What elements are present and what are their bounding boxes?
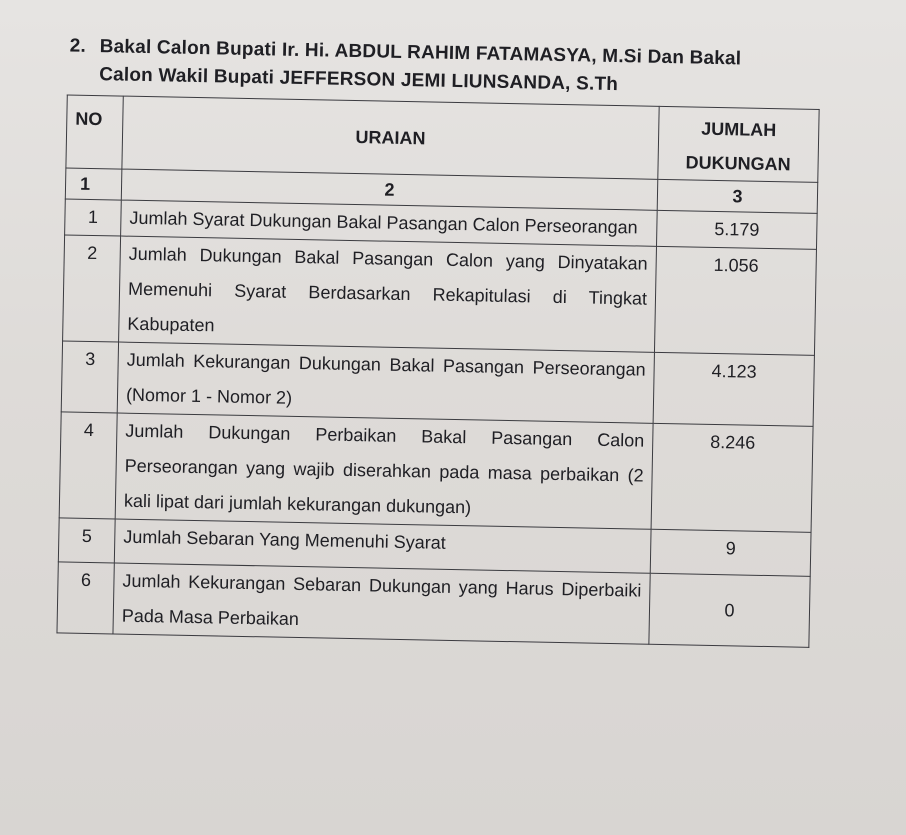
row-number: 3	[61, 341, 118, 413]
table-row	[63, 235, 817, 355]
row-jumlah: 5.179	[656, 210, 817, 249]
column-index-1: 1	[65, 168, 122, 200]
support-table	[56, 94, 819, 647]
row-jumlah: 8.246	[651, 423, 813, 532]
section-number: 2.	[69, 35, 87, 57]
header-no: NO	[66, 95, 123, 169]
table-row	[59, 412, 813, 532]
header-uraian: URAIAN	[122, 96, 659, 179]
column-index-3: 3	[657, 179, 818, 213]
row-uraian: Jumlah Kekurangan Dukungan Bakal Pasangan Perseorangan (Nomor 1 - Nomor 2)	[117, 342, 654, 423]
row-number: 5	[58, 518, 115, 563]
table-row	[61, 341, 814, 426]
row-number: 6	[57, 562, 114, 634]
table-row	[57, 562, 810, 647]
row-jumlah: 4.123	[653, 352, 814, 426]
row-uraian: Jumlah Sebaran Yang Memenuhi Syarat	[114, 519, 651, 573]
row-uraian: Jumlah Dukungan Perbaikan Bakal Pasangan Calon Perseorangan yang wajib diserahkan pada masa perbaikan (2 kali lipat dari jumlah kekurangan dukungan)	[115, 413, 653, 529]
document-content	[30, 32, 901, 649]
row-number: 2	[63, 235, 121, 342]
section-heading	[69, 33, 902, 104]
row-number: 1	[65, 199, 122, 236]
row-number: 4	[59, 412, 117, 519]
section-heading-line2: Calon Wakil Bupati JEFFERSON JEMI LIUNSANDA, S.Th	[98, 64, 619, 96]
row-jumlah: 0	[649, 573, 810, 647]
row-uraian: Jumlah Syarat Dukungan Bakal Pasangan Calon Perseorangan	[121, 200, 658, 246]
row-jumlah: 9	[650, 529, 811, 576]
section-heading-line1: Bakal Calon Bupati Ir. Hi. ABDUL RAHIM FATAMASYA, M.Si Dan Bakal	[99, 36, 742, 70]
column-index-2: 2	[121, 169, 657, 210]
row-jumlah: 1.056	[654, 246, 816, 355]
row-uraian: Jumlah Kekurangan Sebaran Dukungan yang Harus Diperbaiki Pada Masa Perbaikan	[113, 563, 650, 644]
header-jumlah: JUMLAH DUKUNGAN	[658, 106, 819, 182]
row-uraian: Jumlah Dukungan Bakal Pasangan Calon yang Dinyatakan Memenuhi Syarat Berdasarkan Rekapitulasi di Tingkat Kabupaten	[119, 236, 657, 352]
